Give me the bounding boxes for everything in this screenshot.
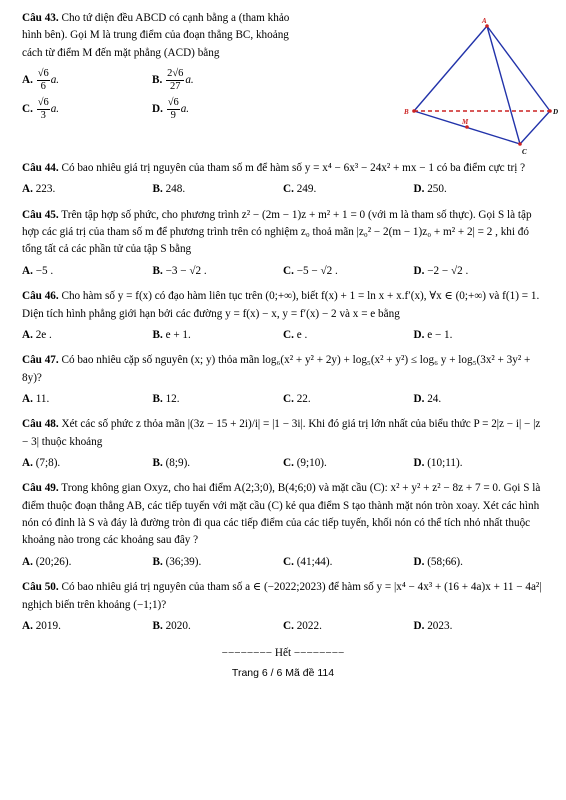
q44-option-b[interactable]: B. 248.: [152, 183, 186, 196]
q43-label: Câu 43.: [22, 12, 59, 24]
q47-option-d[interactable]: D. 24.: [413, 392, 442, 405]
label-D: D: [553, 108, 559, 116]
q50-option-a[interactable]: A. 2019.: [22, 619, 61, 632]
q43-options: [22, 68, 292, 122]
question-49: Câu 49. Trong không gian Oxyz, cho hai điểm A(2;3;0), B(4;6;0) và mặt cầu (C): x² + y² + z² − 8z + 7 = 0. Gọi S là điểm thuộc đoạn thẳng AB, các tiếp tuyến với mặt cầu (C) kẻ qua điểm S tạo thành mặt nón tròn xoay. Xét các hình nón có đỉnh là S và đáy là đường tròn đi qua các tiếp điểm của các tiếp tuyến, khối nón có thể tích nhỏ nhất thuộc khoảng nào trong các khoảng sau đây ? A. (20;26). B. (36;39). C. (41;44). D. (58;66).: [22, 480, 544, 571]
q50-text: Có bao nhiêu giá trị nguyên của tham số a ∈ (−2022;2023) để hàm số y = |x⁴ − 4x³ + (16 + 4a)x + 11 − 4a²| nghịch biến trên khoảng (−1;1)?: [22, 581, 542, 611]
q49-text: Trong không gian Oxyz, cho hai điểm A(2;3;0), B(4;6;0) và mặt cầu (C): x² + y² + z² − 8z + 7 = 0. Gọi S là điểm thuộc đoạn thẳng AB, các tiếp tuyến với mặt cầu (C) kẻ qua điểm S tạo thành mặt nón tròn xoay. Xét các hình nón có đỉnh là S và đáy là đường tròn đi qua các tiếp điểm của các tiếp tuyến, khối nón có thể tích nhỏ nhất thuộc khoảng nào trong các khoảng sau đây ?: [22, 482, 541, 547]
q49-option-c[interactable]: C. (41;44).: [283, 555, 333, 568]
q45-option-b[interactable]: B. −3 − √2 .: [152, 264, 207, 277]
q48-option-b[interactable]: B. (8;9).: [152, 457, 191, 470]
q46-option-a[interactable]: A. 2e .: [22, 328, 52, 341]
q43-option-b[interactable]: B. $\frac{2√6}{27}$ a.: [152, 68, 194, 93]
label-M: M: [462, 118, 469, 126]
q44-option-c[interactable]: C. 249.: [283, 183, 317, 196]
label-B: B: [404, 108, 409, 116]
q46-text: Cho hàm số y = f(x) có đạo hàm liên tục trên (0;+∞), biết f(x) + 1 = ln x + x.f′(x), ∀x ∈ (0;+∞) và f(1) = 1. Diện tích hình phẳng giới hạn bởi các đường y = f(x) − x, y = f′(x) − 2 và x = e bằng: [22, 290, 540, 320]
label-C: C: [522, 148, 527, 156]
q47-option-c[interactable]: C. 22.: [283, 392, 311, 405]
question-50: Câu 50. Có bao nhiêu giá trị nguyên của tham số a ∈ (−2022;2023) để hàm số y = |x⁴ − 4x³ + (16 + 4a)x + 11 − 4a²| nghịch biến trên khoảng (−1;1)? A. 2019. B. 2020. C. 2022. D. 2023.: [22, 579, 544, 635]
page-footer: Trang 6 / 6 Mã đề 114: [231, 666, 335, 679]
q50-option-c[interactable]: C. 2022.: [283, 619, 322, 632]
q47-option-a[interactable]: A. 11.: [22, 392, 50, 405]
q49-option-b[interactable]: B. (36;39).: [152, 555, 202, 568]
tetrahedron-figure: [402, 16, 562, 156]
q44-text: Có bao nhiêu giá trị nguyên của tham số m để hàm số y = x⁴ − 6x³ − 24x² + mx − 1 có ba điểm cực trị ?: [61, 162, 526, 174]
q50-option-b[interactable]: B. 2020.: [152, 619, 191, 632]
q45-option-d[interactable]: D. −2 − √2 .: [413, 264, 469, 277]
question-43: [22, 10, 559, 160]
q49-option-a[interactable]: A. (20;26).: [22, 555, 72, 568]
question-46: Câu 46. Cho hàm số y = f(x) có đạo hàm liên tục trên (0;+∞), biết f(x) + 1 = ln x + x.f′(x), ∀x ∈ (0;+∞) và f(1) = 1. Diện tích hình phẳng giới hạn bởi các đường y = f(x) − x, y = f′(x) − 2 và x = e bằng A. 2e . B. e + 1. C. e . D. e − 1.: [22, 288, 544, 344]
q48-text: Xét các số phức z thỏa mãn |(3z − 15 + 2i)/i| = |1 − 3i|. Khi đó giá trị lớn nhất của biểu thức P = 2|z − i| − |z − 3| thuộc khoảng: [22, 418, 541, 448]
q48-option-d[interactable]: D. (10;11).: [413, 457, 463, 470]
q48-option-a[interactable]: A. (7;8).: [22, 457, 61, 470]
q49-option-d[interactable]: D. (58;66).: [413, 555, 463, 568]
q44-option-d[interactable]: D. 250.: [413, 183, 447, 196]
end-marker: −−−−−−−− Hết −−−−−−−−: [221, 647, 345, 660]
q50-option-d[interactable]: D. 2023.: [413, 619, 453, 632]
q43-option-d[interactable]: D. $\frac{√6}{9}$ a.: [152, 97, 190, 122]
q48-option-c[interactable]: C. (9;10).: [283, 457, 327, 470]
q46-option-d[interactable]: D. e − 1.: [413, 328, 453, 341]
question-44: Câu 44. Có bao nhiêu giá trị nguyên của tham số m để hàm số y = x⁴ − 6x³ − 24x² + mx − 1 có ba điểm cực trị ? A. 223. B. 248. C. 249. D. 250.: [22, 160, 544, 199]
question-47: Câu 47. Có bao nhiêu cặp số nguyên (x; y) thỏa mãn log₆(x² + y² + 2y) + log₅(x² + y²) ≤ log₆ y + log₅(3x² + 3y² + 8y)? A. 11. B. 12. C. 22. D. 24.: [22, 352, 544, 408]
question-48: Câu 48. Xét các số phức z thỏa mãn |(3z − 15 + 2i)/i| = |1 − 3i|. Khi đó giá trị lớn nhất của biểu thức P = 2|z − i| − |z − 3| thuộc khoảng A. (7;8). B. (8;9). C. (9;10). D. (10;11).: [22, 416, 544, 472]
q44-option-a[interactable]: A. 223.: [22, 183, 56, 196]
q45-text: Trên tập hợp số phức, cho phương trình z² − (2m − 1)z + m² + 1 = 0 (với m là tham số thực). Gọi S là tập hợp các giá trị của tham số m để phương trình trên có nghiệm z₀ thoả mãn |z₀² − 2(m − 1)z₀ + m² + 2| = 2 , khi đó tổng tất cả các phần tử của tập S bằng: [22, 208, 532, 256]
q46-option-c[interactable]: C. e .: [283, 328, 308, 341]
q43-text: Cho tứ diện đều ABCD có cạnh bằng a (tham khảo hình bên). Gọi M là trung điểm của đoạn thẳng BC, khoảng cách từ điểm M đến mặt phẳng (ACD) bằng: [22, 12, 290, 59]
q46-option-b[interactable]: B. e + 1.: [152, 328, 191, 341]
question-45: Câu 45. Trên tập hợp số phức, cho phương trình z² − (2m − 1)z + m² + 1 = 0 (với m là tham số thực). Gọi S là tập hợp các giá trị của tham số m để phương trình trên có nghiệm z₀ thoả mãn |z₀² − 2(m − 1)z₀ + m² + 2| = 2 , khi đó tổng tất cả các phần tử của tập S bằng A. −5 . B. −3 − √2 . C. −5 − √2 . D. −2 − √2 .: [22, 207, 544, 280]
q47-text: Có bao nhiêu cặp số nguyên (x; y) thỏa mãn log₆(x² + y² + 2y) + log₅(x² + y²) ≤ log₆ y + log₅(3x² + 3y² + 8y)?: [22, 354, 531, 384]
q47-option-b[interactable]: B. 12.: [152, 392, 180, 405]
q45-option-c[interactable]: C. −5 − √2 .: [283, 264, 338, 277]
q43-option-c[interactable]: C. $\frac{√6}{3}$ a.: [22, 97, 60, 122]
q43-option-a[interactable]: A. $\frac{√6}{6}$ a.: [22, 68, 60, 93]
label-A: A: [482, 17, 487, 25]
q45-option-a[interactable]: A. −5 .: [22, 264, 54, 277]
